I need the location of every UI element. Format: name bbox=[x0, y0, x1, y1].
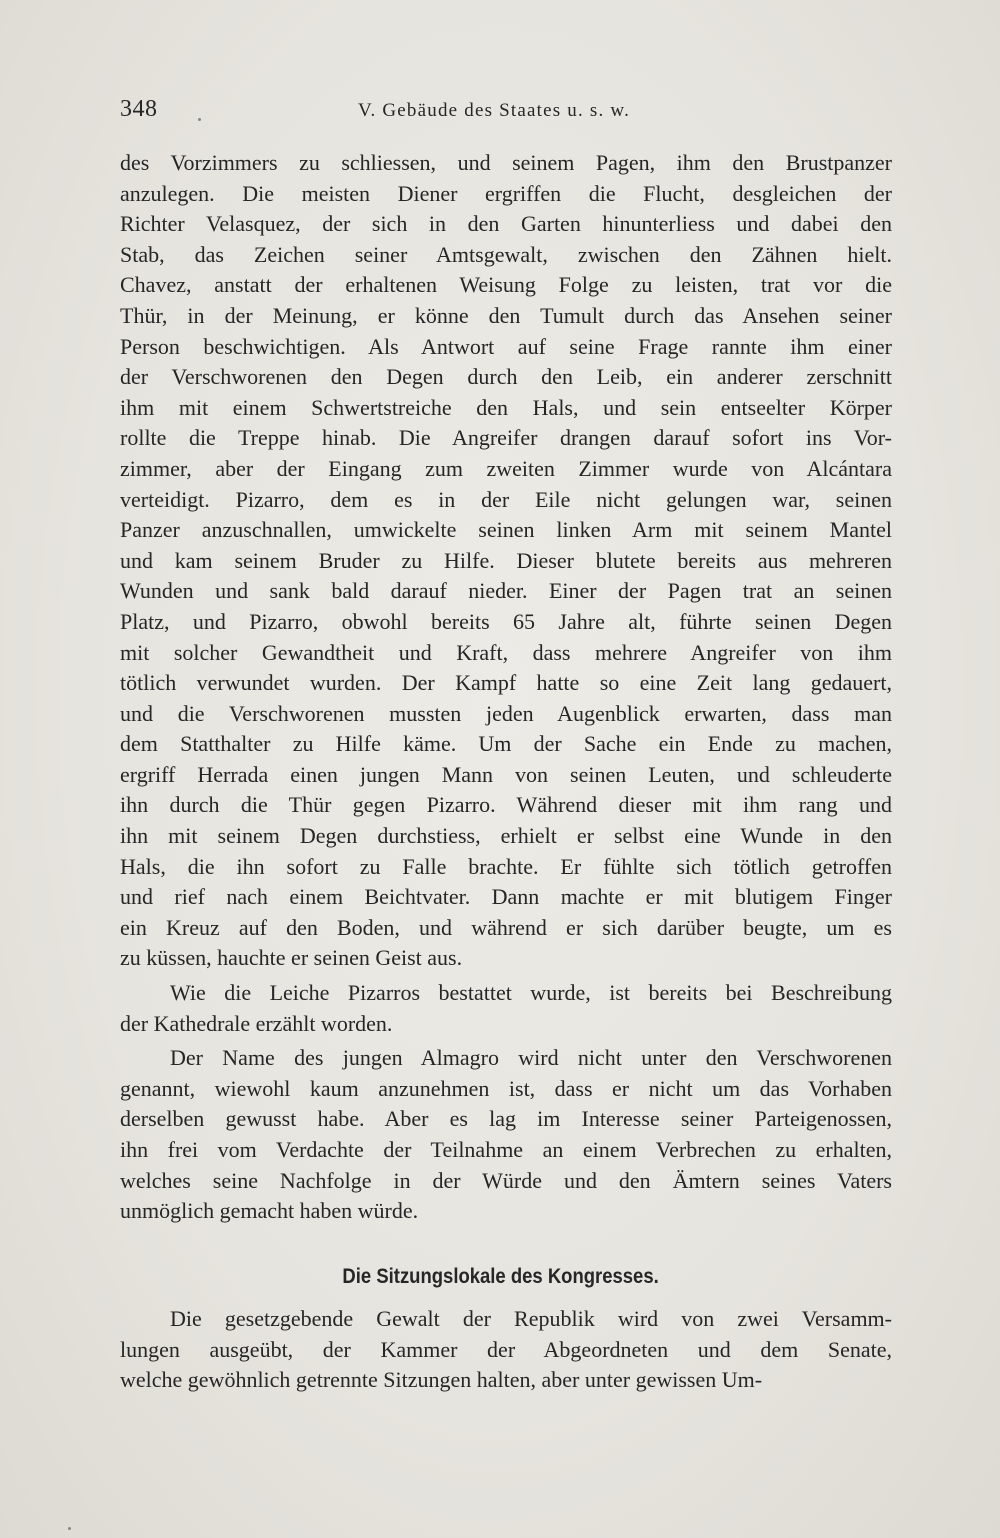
running-head: V. Gebäude des Staates u. s. w. bbox=[358, 100, 631, 121]
text-line: lungen ausgeübt, der Kammer der Abgeordneten und dem Senate, bbox=[120, 1336, 892, 1362]
text-line: Die gesetzgebende Gewalt der Republik wird von zwei Versamm- bbox=[170, 1306, 892, 1331]
text-line: und kam seinem Bruder zu Hilfe. Dieser blutete bereits aus mehreren bbox=[120, 547, 892, 573]
text-line: rollte die Treppe hinab. Die Angreifer drangen darauf sofort ins Vor- bbox=[120, 425, 892, 451]
paragraph bbox=[120, 148, 892, 974]
text-line: ihn mit seinem Degen durchstiess, erhielt er selbst eine Wunde in den bbox=[120, 823, 892, 849]
text-line: welche gewöhnlich getrennte Sitzungen halten, aber unter gewissen Um- bbox=[120, 1367, 763, 1393]
text-line: anzulegen. Die meisten Diener ergriffen die Flucht, desgleichen der bbox=[120, 180, 892, 206]
text-line: des Vorzimmers zu schliessen, und seinem Pagen, ihm den Brustpanzer bbox=[120, 150, 892, 175]
paragraph bbox=[120, 978, 892, 1039]
text-line: und die Verschworenen mussten jeden Augenblick erwarten, dass man bbox=[120, 700, 892, 726]
text-line: Stab, das Zeichen seiner Amtsgewalt, zwischen den Zähnen hielt. bbox=[120, 241, 892, 267]
paragraph bbox=[120, 1043, 892, 1227]
text-line: ihm mit einem Schwertstreiche den Hals, und sein entseelter Körper bbox=[120, 394, 892, 420]
text-line: Chavez, anstatt der erhaltenen Weisung Folge zu leisten, trat vor die bbox=[120, 272, 892, 298]
text-line: dem Statthalter zu Hilfe käme. Um der Sache ein Ende zu machen, bbox=[120, 731, 892, 757]
text-line: Der Name des jungen Almagro wird nicht unter den Verschworenen bbox=[170, 1045, 892, 1071]
text-line: ihn durch die Thür gegen Pizarro. Während dieser mit ihm rang und bbox=[120, 792, 892, 818]
text-line: Platz, und Pizarro, obwohl bereits 65 Jahre alt, führte seinen Degen bbox=[120, 608, 892, 634]
page-number: 348 bbox=[120, 96, 158, 122]
paragraph bbox=[120, 1304, 892, 1396]
text-line: und rief nach einem Beichtvater. Dann machte er mit blutigem Finger bbox=[120, 884, 892, 910]
text-line: Person beschwichtigen. Als Antwort auf seine Frage rannte ihm einer bbox=[120, 333, 892, 359]
text-line: welches seine Nachfolge in der Würde und den Ämtern seines Vaters bbox=[120, 1167, 892, 1193]
section-body-text bbox=[120, 1304, 892, 1396]
section-heading: Die Sitzungslokale des Kongresses. bbox=[342, 1265, 659, 1288]
text-line: Hals, die ihn sofort zu Falle brachte. Er fühlte sich tötlich getroffen bbox=[120, 853, 892, 879]
text-line: Thür, in der Meinung, er könne den Tumult durch das Ansehen seiner bbox=[120, 302, 892, 328]
text-line: ergriff Herrada einen jungen Mann von seinen Leuten, und schleuderte bbox=[120, 761, 892, 787]
paper-speck bbox=[198, 118, 201, 121]
text-line: Panzer anzuschnallen, umwickelte seinen linken Arm mit seinem Mantel bbox=[120, 517, 892, 543]
text-line: Wie die Leiche Pizarros bestattet wurde, ist bereits bei Beschreibung bbox=[170, 980, 892, 1006]
text-line: zu küssen, hauchte er seinen Geist aus. bbox=[120, 945, 463, 971]
text-line: unmöglich gemacht haben würde. bbox=[120, 1198, 419, 1224]
text-line: der Verschworenen den Degen durch den Leib, ein anderer zerschnitt bbox=[120, 364, 892, 390]
text-line: zimmer, aber der Eingang zum zweiten Zimmer wurde von Alcántara bbox=[120, 455, 892, 481]
body-text bbox=[120, 148, 892, 1227]
text-line: der Kathedrale erzählt worden. bbox=[120, 1010, 393, 1036]
text-line: genannt, wiewohl kaum anzunehmen ist, dass er nicht um das Vorhaben bbox=[120, 1075, 892, 1101]
text-line: ein Kreuz auf den Boden, und während er sich darüber beugte, um es bbox=[120, 914, 892, 940]
paper-speck bbox=[68, 1527, 71, 1530]
text-line: verteidigt. Pizarro, dem es in der Eile nicht gelungen war, seinen bbox=[120, 486, 892, 512]
text-line: Richter Velasquez, der sich in den Garten hinunterliess und dabei den bbox=[120, 211, 892, 237]
text-line: derselben gewusst habe. Aber es lag im Interesse seiner Parteigenossen, bbox=[120, 1106, 892, 1132]
text-line: mit solcher Gewandtheit und Kraft, dass mehrere Angreifer von ihm bbox=[120, 639, 892, 665]
text-line: ihn frei vom Verdachte der Teilnahme an einem Verbrechen zu erhalten, bbox=[120, 1137, 892, 1162]
text-line: tötlich verwundet wurden. Der Kampf hatte so eine Zeit lang gedauert, bbox=[120, 670, 892, 696]
text-line: Wunden und sank bald darauf nieder. Einer der Pagen trat an seinen bbox=[120, 578, 892, 604]
